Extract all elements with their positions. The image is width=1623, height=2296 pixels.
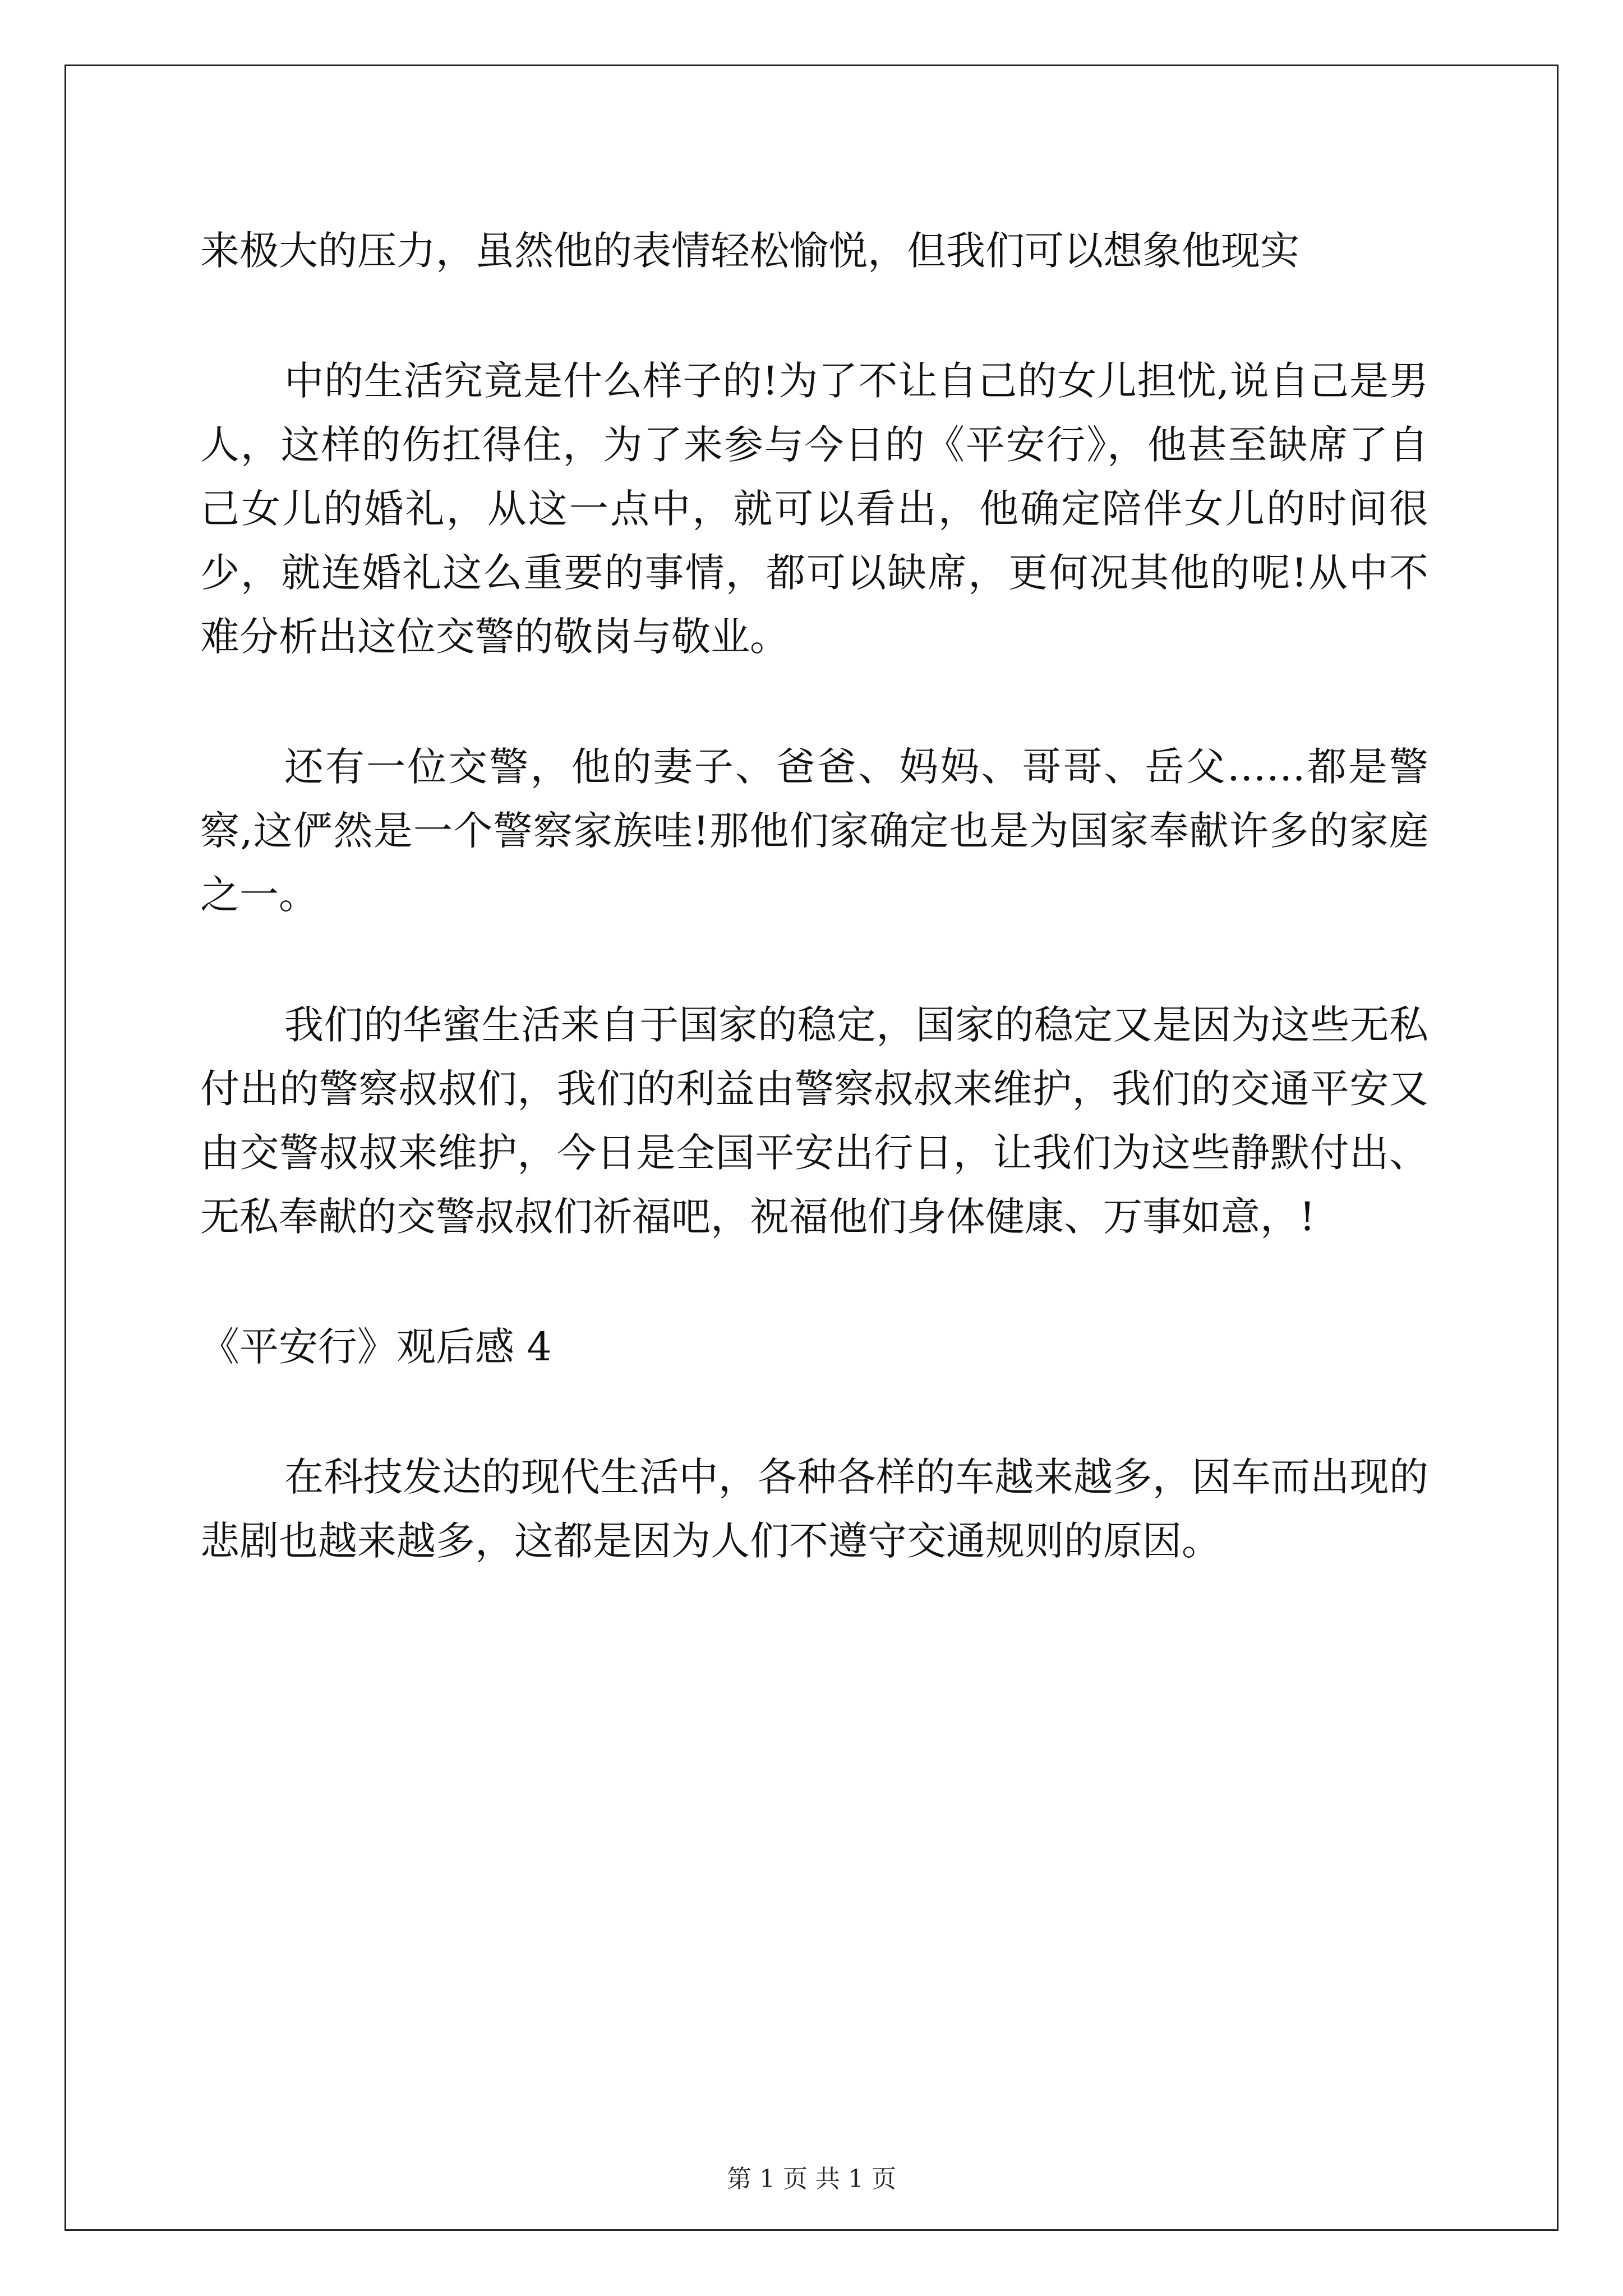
paragraph: 我们的华蜜生活来自于国家的稳定，国家的稳定又是因为这些无私付出的警察叔叔们，我们的利益由警察叔叔来维护，我们的交通平安又由交警叔叔来维护，今日是全国平安出行日，让我们为这些静默付出、无私奉献的交警叔叔们祈福吧，祝福他们身体健康、万事如意，! — [200, 1002, 1428, 1240]
paragraph: 中的生活究竟是什么样子的!为了不让自己的女儿担忧,说自己是男人，这样的伤扛得住，为了来参与今日的《平安行》，他甚至缺席了自己女儿的婚礼，从这一点中，就可以看出，他确定陪伴女儿的时间很少，就连婚礼这么重要的事情，都可以缺席，更何况其他的呢!从中不难分析出这位交警的敬岗与敬业。 — [200, 358, 1428, 660]
page-number-footer: 第 1 页 共 1 页 — [727, 2165, 896, 2193]
paragraph: 还有一位交警，他的妻子、爸爸、妈妈、哥哥、岳父……都是警察,这俨然是一个警察家族哇!那他们家确定也是为国家奉献许多的家庭之一。 — [200, 744, 1428, 918]
section-heading: 《平安行》观后感 4 — [200, 1324, 552, 1370]
paragraph: 在科技发达的现代生活中，各种各样的车越来越多，因车而出现的悲剧也越来越多，这都是因为人们不遵守交通规则的原因。 — [200, 1454, 1428, 1564]
paragraph: 来极大的压力，虽然他的表情轻松愉悦，但我们可以想象他现实 — [200, 228, 1299, 274]
document-body — [200, 219, 1428, 1639]
